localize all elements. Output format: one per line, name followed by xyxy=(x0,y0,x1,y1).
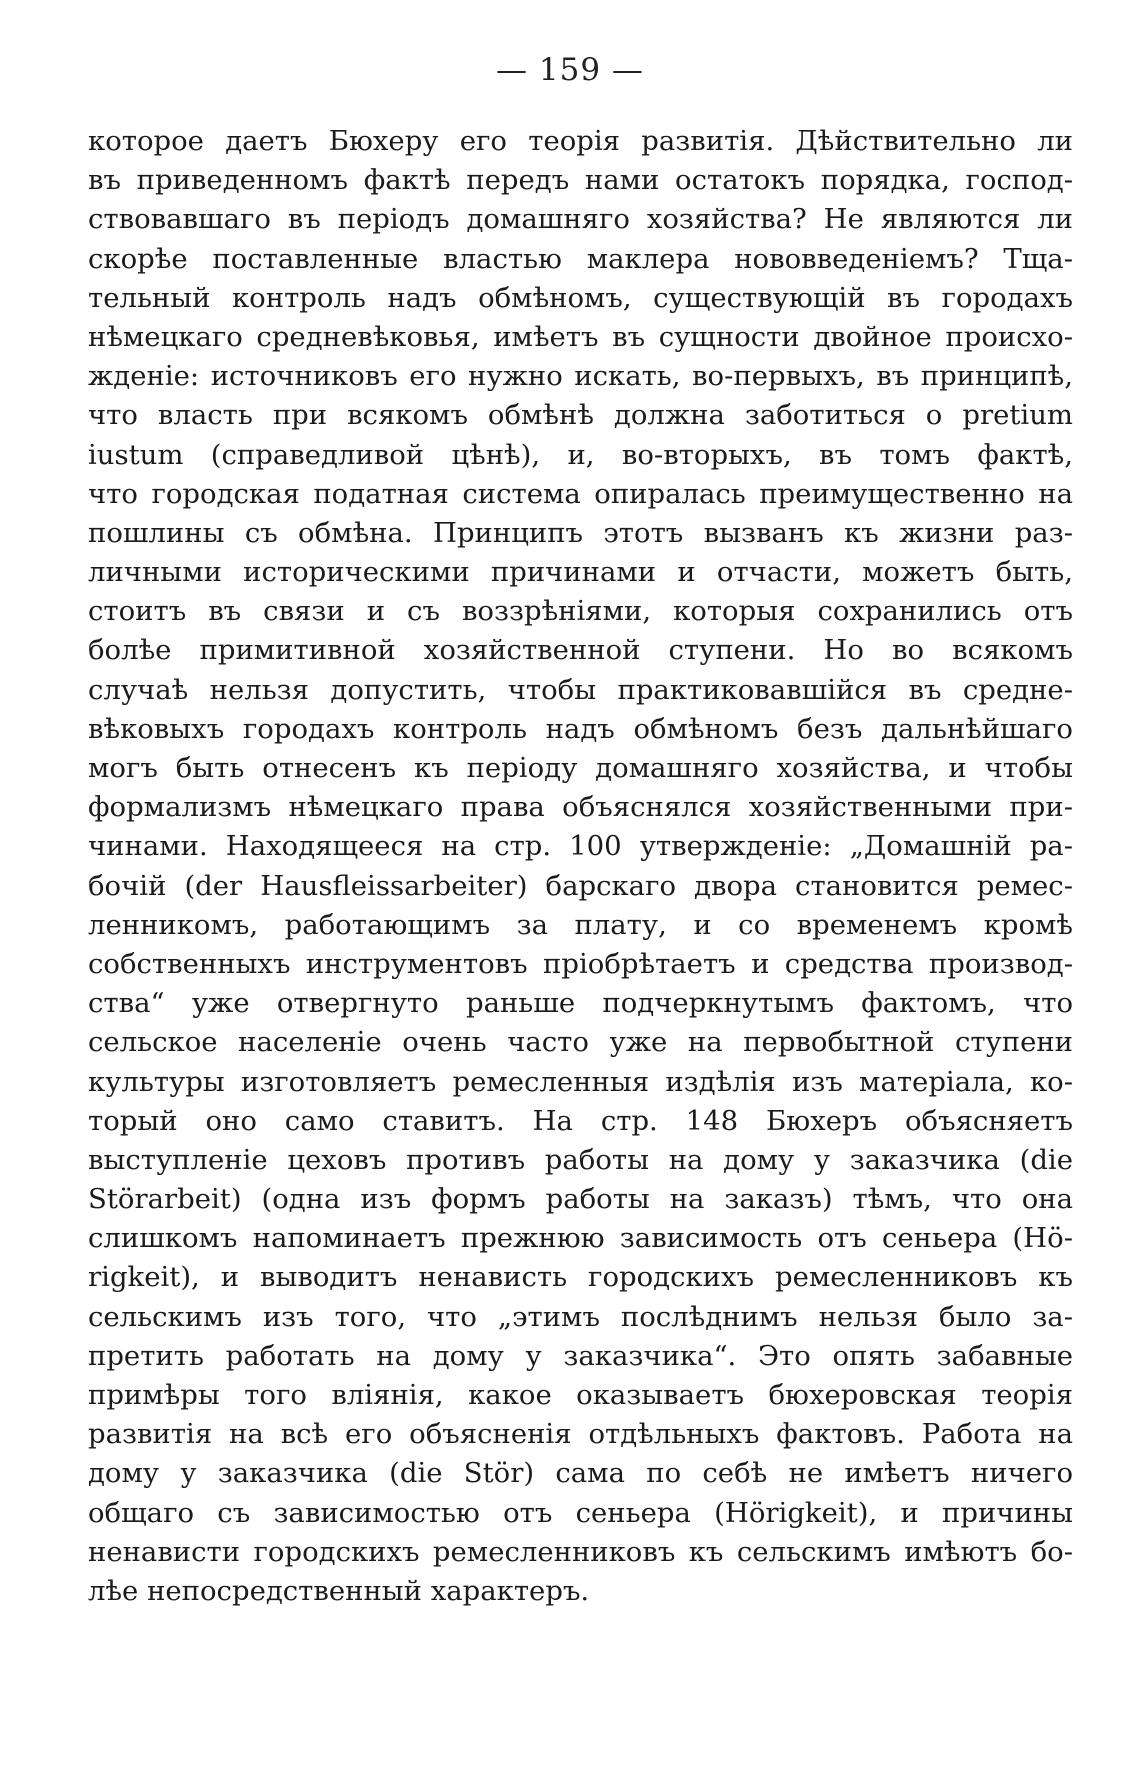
text-line: болѣе примитивной хозяйственной ступени. Но во всякомъ xyxy=(88,634,1073,667)
text-line: выступленіе цеховъ противъ работы на дому у заказчика (die xyxy=(88,1143,1073,1176)
text-line: могъ быть отнесенъ къ періоду домашняго хозяйства, и чтобы xyxy=(88,752,1073,784)
text-line: rigkeit), и выводитъ ненависть городскихъ ремесленниковъ къ xyxy=(88,1261,1073,1294)
text-line: развитія на всѣ его объясненія отдѣльныхъ фактовъ. Работа на xyxy=(88,1418,1073,1451)
text-line: въ приведенномъ фактѣ передъ нами остатокъ порядка, господ- xyxy=(88,164,1073,197)
text-line: нѣмецкаго средневѣковья, имѣетъ въ сущности двойное происхо- xyxy=(88,320,1073,353)
text-line: собственныхъ инструментовъ пріобрѣтаетъ и средства производ- xyxy=(88,947,1073,980)
text-line: тельный контроль надъ обмѣномъ, существующій въ городахъ xyxy=(88,281,1073,314)
text-line: личными историческими причинами и отчасти, можетъ быть, xyxy=(88,556,1073,589)
text-line: жденіе: источниковъ его нужно искать, во-первыхъ, въ принципѣ, xyxy=(88,360,1073,393)
text-line: что власть при всякомъ обмѣнѣ должна заботиться о pretium xyxy=(88,399,1073,432)
text-line: торый оно само ставитъ. На стр. 148 Бюхеръ объясняетъ xyxy=(88,1104,1073,1137)
text-line: общаго съ зависимостью отъ сеньера (Hörigkeit), и причины xyxy=(88,1496,1073,1529)
body-text xyxy=(88,122,1073,1611)
page-number: — 159 — xyxy=(496,52,644,88)
text-line: случаѣ нельзя допустить, чтобы практиковавшійся въ средне- xyxy=(88,673,1073,706)
text-line: бочій (der Hausfleissarbeiter) барскаго двора становится ремес- xyxy=(88,869,1073,902)
text-line: которое даетъ Бюхеру его теорія развитія. Дѣйствительно ли xyxy=(88,125,1073,157)
text-line: ствовавшаго въ періодъ домашняго хозяйства? Не являются ли xyxy=(88,203,1073,236)
text-line: формализмъ нѣмецкаго права объяснялся хозяйственными при- xyxy=(88,791,1073,824)
text-line: ства“ уже отвергнуто раньше подчеркнутымъ фактомъ, что xyxy=(88,987,1073,1020)
text-line-last: лѣе непосредственный характеръ. xyxy=(88,1574,590,1607)
text-line: iustum (справедливой цѣнѣ), и, во-вторыхъ, въ томъ фактѣ, xyxy=(88,438,1073,471)
text-line: стоитъ въ связи и съ воззрѣніями, которыя сохранились отъ xyxy=(88,595,1073,628)
text-line: сельскимъ изъ того, что „этимъ послѣднимъ нельзя было за- xyxy=(88,1300,1073,1333)
text-line: скорѣе поставленные властью маклера нововведеніемъ? Тща- xyxy=(88,242,1073,275)
text-line: претить работать на дому у заказчика“. Это опять забавные xyxy=(88,1339,1073,1372)
text-line: чинами. Находящееся на стр. 100 утвержденіе: „Домашній ра- xyxy=(88,830,1073,863)
text-line: что городская податная система опиралась преимущественно на xyxy=(88,477,1073,510)
text-line: культуры изготовляетъ ремесленныя издѣлія изъ матеріала, ко- xyxy=(88,1065,1073,1098)
text-line: Störarbeit) (одна изъ формъ работы на заказъ) тѣмъ, что она xyxy=(88,1183,1073,1216)
text-line: ленникомъ, работающимъ за плату, и со временемъ кромѣ xyxy=(88,908,1073,941)
text-line: пошлины съ обмѣна. Принципъ этотъ вызванъ къ жизни раз- xyxy=(88,516,1073,549)
text-line: вѣковыхъ городахъ контроль надъ обмѣномъ безъ дальнѣйшаго xyxy=(88,712,1073,745)
text-line: сельское населеніе очень часто уже на первобытной ступени xyxy=(88,1026,1073,1059)
text-line: ненависти городскихъ ремесленниковъ къ сельскимъ имѣютъ бо- xyxy=(88,1535,1073,1568)
text-line: примѣры того вліянія, какое оказываетъ бюхеровская теорія xyxy=(88,1379,1073,1411)
text-line: дому у заказчика (die Stör) сама по себѣ не имѣетъ ничего xyxy=(88,1457,1073,1490)
text-line: слишкомъ напоминаетъ прежнюю зависимость отъ сеньера (Hö- xyxy=(88,1222,1073,1255)
